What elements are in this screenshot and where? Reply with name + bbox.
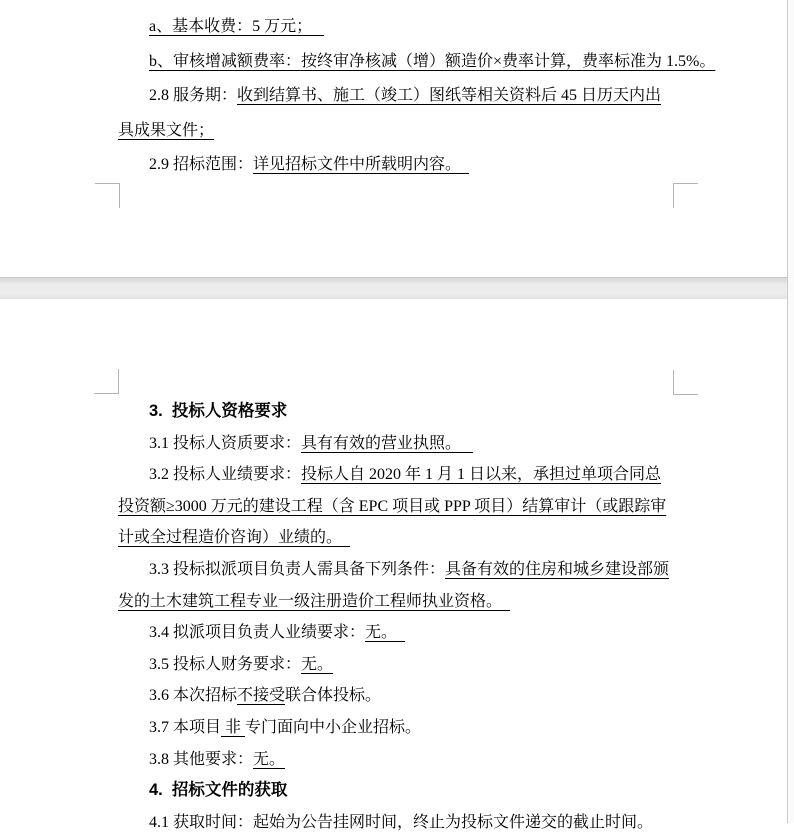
text-run: 4.1 获取时间：起始为公告挂网时间，终止为投标文件递交的截止时间。 xyxy=(149,813,654,831)
text-run: 3.1 投标人资质要求： xyxy=(149,434,302,452)
doc-line xyxy=(118,428,718,460)
text-run: 3.7 本项目 xyxy=(149,718,222,736)
underlined-text-run: 投资额≥3000 万元的建设工程（含 EPC 项目或 PPP 项目）结算审计（或跟踪审 xyxy=(118,497,667,515)
page-separator xyxy=(0,277,794,299)
document-page-1[interactable] xyxy=(0,0,787,277)
text-run: 3.4 拟派项目负责人业绩要求： xyxy=(149,624,366,642)
underlined-text-run: 收到结算书、施工（竣工）图纸等相关资料后 45 日历天内出 xyxy=(237,87,662,104)
section-heading xyxy=(118,775,718,807)
doc-line xyxy=(118,712,718,744)
underlined-text-run: b、审核增减额费率：按终审净核减（增）额造价×费率计算，费率标准为 1.5%。 xyxy=(149,52,716,70)
text-run: 3.5 投标人财务要求： xyxy=(149,655,302,673)
doc-line xyxy=(118,79,718,114)
text-run: 专门面向中小企业招标。 xyxy=(245,718,422,736)
underlined-text-run: 无。 xyxy=(253,750,286,768)
crop-mark-page1-bottom-left-icon xyxy=(95,183,120,208)
text-run: 2.9 招标范围： xyxy=(149,156,254,173)
crop-mark-page2-top-right-icon xyxy=(673,370,698,395)
underlined-text-run: 无。 xyxy=(365,624,406,642)
doc-line xyxy=(118,680,718,712)
doc-line xyxy=(118,114,718,149)
underlined-text-run: 无。 xyxy=(301,655,334,673)
doc-line xyxy=(118,586,718,618)
underlined-text-run: 不接受 xyxy=(237,687,286,705)
doc-line xyxy=(118,459,718,491)
underlined-text-run: 计或全过程造价咨询）业绩的。 xyxy=(118,529,351,547)
text-run: 3.3 投标拟派项目负责人需具备下列条件： xyxy=(149,560,446,578)
text-run: 3.2 投标人业绩要求： xyxy=(149,466,302,484)
text-run: 3.8 其他要求： xyxy=(149,750,254,768)
underlined-text-run: 详见招标文件中所载明内容。 xyxy=(253,156,470,173)
doc-line xyxy=(118,617,718,649)
underlined-text-run: 具有有效的营业执照。 xyxy=(301,434,474,452)
doc-line xyxy=(118,522,718,554)
underlined-text-run: 投标人自 2020 年 1 月 1 日以来，承担过单项合同总 xyxy=(301,466,662,484)
text-run: 3. 投标人资格要求 xyxy=(149,402,288,420)
underlined-text-run: 具备有效的住房和城乡建设部颁 xyxy=(445,560,670,578)
window-gutter xyxy=(788,0,794,823)
page1-text-area xyxy=(118,10,718,183)
doc-line xyxy=(118,649,718,681)
crop-mark-page1-bottom-right-icon xyxy=(673,183,698,208)
doc-line xyxy=(118,45,718,80)
text-run: 3.6 本次招标 xyxy=(149,687,238,705)
doc-line xyxy=(118,148,718,183)
crop-mark-page2-top-left-icon xyxy=(94,369,119,394)
underlined-text-run: 发的土木建筑工程专业一级注册造价工程师执业资格。 xyxy=(118,592,511,610)
doc-line xyxy=(118,10,718,45)
doc-line xyxy=(118,554,718,586)
text-run: 联合体投标。 xyxy=(285,687,382,705)
doc-line xyxy=(118,491,718,523)
text-run: 4. 招标文件的获取 xyxy=(149,781,288,800)
page2-text-area xyxy=(118,396,718,838)
underlined-text-run: 具成果文件； xyxy=(118,121,215,139)
underlined-text-run: a、基本收费：5 万元； xyxy=(149,18,325,35)
page-right-border xyxy=(787,0,788,823)
text-run: 2.8 服务期： xyxy=(149,87,238,104)
underlined-text-run: 非 xyxy=(221,718,246,736)
doc-line xyxy=(118,744,718,776)
doc-line xyxy=(118,807,718,838)
section-heading xyxy=(118,396,718,428)
